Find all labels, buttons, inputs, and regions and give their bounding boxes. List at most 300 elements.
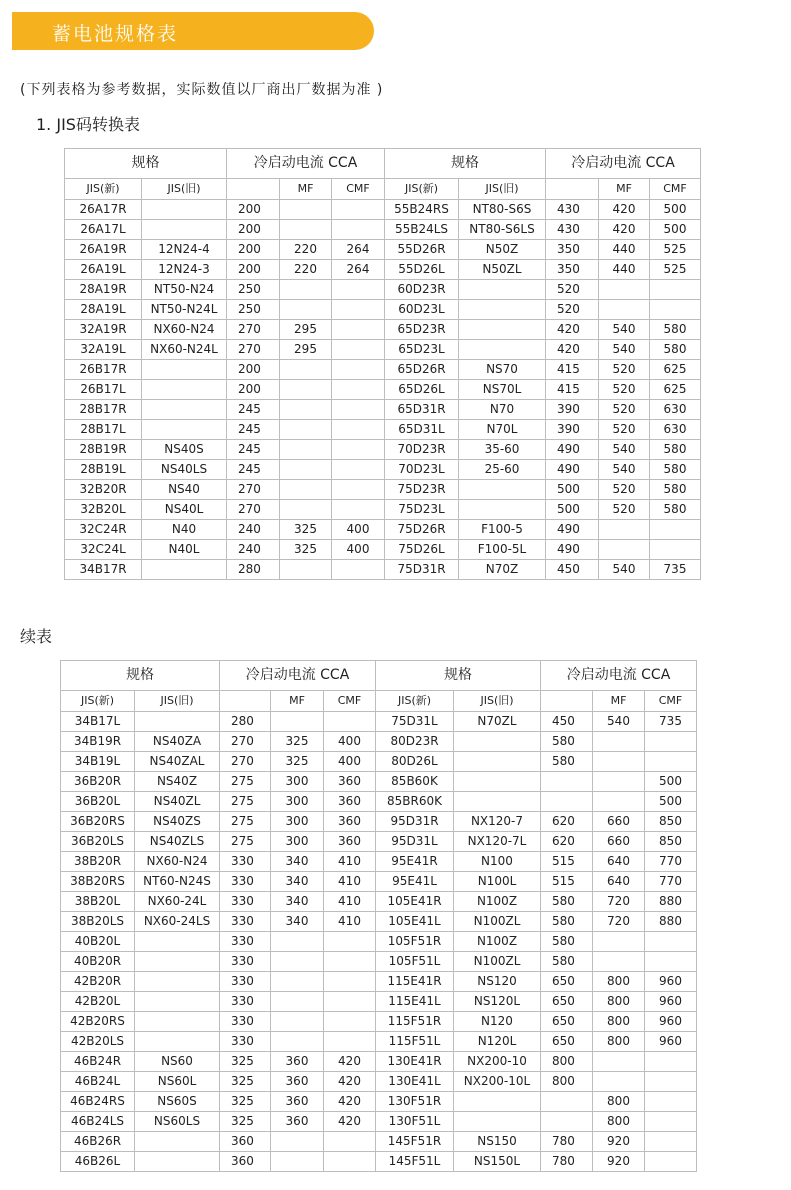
jis-new-cell: 46B24R	[61, 1052, 135, 1072]
mf-cell: 800	[593, 1092, 645, 1112]
jis-old-cell	[135, 1152, 220, 1172]
table-row	[61, 1072, 697, 1092]
jis-old-cell: N40L	[142, 540, 227, 560]
mf-cell	[593, 792, 645, 812]
jis-old-cell: NS150	[454, 1132, 541, 1152]
table-row	[65, 280, 701, 300]
jis-old-cell	[135, 1132, 220, 1152]
mf-cell: 540	[599, 560, 650, 580]
jis-new-cell: 28A19L	[65, 300, 142, 320]
jis-old-cell	[142, 380, 227, 400]
jis-old-cell: F100-5L	[459, 540, 546, 560]
jis-old-cell	[135, 932, 220, 952]
jis-continued-table	[60, 660, 697, 1172]
jis-old-cell: NX60-24L	[135, 892, 220, 912]
cca-cell: 580	[541, 912, 593, 932]
cmf-cell	[332, 200, 385, 220]
disclaimer-note: (下列表格为参考数据，实际数值以厂商出厂数据为准 )	[20, 82, 384, 98]
header-jis-old: JIS(旧)	[135, 691, 220, 712]
table-row	[61, 752, 697, 772]
jis-new-cell: 46B24RS	[61, 1092, 135, 1112]
cca-cell: 490	[546, 520, 599, 540]
jis-old-cell	[142, 360, 227, 380]
mf-cell	[271, 952, 324, 972]
cca-cell: 245	[227, 400, 280, 420]
jis-new-cell: 38B20L	[61, 892, 135, 912]
mf-cell: 800	[593, 1112, 645, 1132]
cca-cell: 490	[546, 440, 599, 460]
cmf-cell: 500	[645, 772, 697, 792]
table-row	[61, 972, 697, 992]
cmf-cell	[332, 480, 385, 500]
table-row	[61, 812, 697, 832]
mf-cell: 340	[271, 892, 324, 912]
jis-new-cell: 65D23R	[385, 320, 459, 340]
jis-new-cell: 65D23L	[385, 340, 459, 360]
jis-old-cell: NX60-N24L	[142, 340, 227, 360]
cca-cell: 275	[220, 812, 271, 832]
table-row	[65, 300, 701, 320]
cmf-cell: 400	[324, 752, 376, 772]
jis-old-cell: NS120L	[454, 992, 541, 1012]
jis-new-cell: 65D26R	[385, 360, 459, 380]
header-cmf: CMF	[645, 691, 697, 712]
cca-cell: 200	[227, 360, 280, 380]
mf-cell	[271, 1132, 324, 1152]
cmf-cell: 960	[645, 1032, 697, 1052]
table-row	[61, 832, 697, 852]
mf-cell: 360	[271, 1052, 324, 1072]
mf-cell: 800	[593, 972, 645, 992]
mf-cell: 340	[271, 912, 324, 932]
cmf-cell	[324, 1132, 376, 1152]
cmf-cell	[645, 1132, 697, 1152]
cmf-cell: 580	[650, 460, 701, 480]
jis-old-cell	[459, 340, 546, 360]
cca-cell: 430	[546, 220, 599, 240]
mf-cell: 720	[593, 912, 645, 932]
jis-new-cell: 130E41L	[376, 1072, 454, 1092]
cmf-cell: 400	[324, 732, 376, 752]
table-row	[65, 440, 701, 460]
cca-cell	[541, 1112, 593, 1132]
jis-old-cell: NX60-N24	[135, 852, 220, 872]
cmf-cell: 960	[645, 972, 697, 992]
jis-old-cell: NT60-N24S	[135, 872, 220, 892]
subheader-row	[65, 179, 701, 200]
mf-cell	[280, 560, 332, 580]
jis-old-cell: NS40ZLS	[135, 832, 220, 852]
jis-new-cell: 80D23R	[376, 732, 454, 752]
jis-old-cell: NS70L	[459, 380, 546, 400]
jis-new-cell: 38B20R	[61, 852, 135, 872]
mf-cell	[280, 380, 332, 400]
cca-cell: 390	[546, 420, 599, 440]
cca-cell	[541, 792, 593, 812]
jis-new-cell: 32A19L	[65, 340, 142, 360]
cmf-cell: 580	[650, 440, 701, 460]
mf-cell	[280, 420, 332, 440]
jis-new-cell: 70D23R	[385, 440, 459, 460]
jis-old-cell: N100ZL	[454, 952, 541, 972]
jis-old-cell: NS40ZS	[135, 812, 220, 832]
table-row	[61, 1032, 697, 1052]
jis-old-cell: N120	[454, 1012, 541, 1032]
jis-old-cell: N100Z	[454, 892, 541, 912]
table-row	[65, 420, 701, 440]
cmf-cell: 525	[650, 240, 701, 260]
mf-cell: 440	[599, 240, 650, 260]
jis-old-cell: N70ZL	[454, 712, 541, 732]
mf-cell: 720	[593, 892, 645, 912]
jis-new-cell: 28B19L	[65, 460, 142, 480]
cmf-cell	[324, 952, 376, 972]
header-row	[61, 661, 697, 691]
mf-cell: 325	[271, 732, 324, 752]
table-row	[65, 500, 701, 520]
table-row	[65, 400, 701, 420]
cmf-cell: 500	[650, 220, 701, 240]
jis-old-cell: 35-60	[459, 440, 546, 460]
header-cmf: CMF	[650, 179, 701, 200]
cca-cell: 280	[220, 712, 271, 732]
table-row	[65, 200, 701, 220]
jis-new-cell: 32C24R	[65, 520, 142, 540]
table-row	[65, 340, 701, 360]
jis-new-cell: 32C24L	[65, 540, 142, 560]
jis-old-cell: N70Z	[459, 560, 546, 580]
jis-new-cell: 145F51L	[376, 1152, 454, 1172]
cmf-cell: 500	[650, 200, 701, 220]
jis-new-cell: 105E41R	[376, 892, 454, 912]
jis-old-cell: NS60L	[135, 1072, 220, 1092]
mf-cell: 220	[280, 260, 332, 280]
cca-cell: 270	[227, 480, 280, 500]
jis-new-cell: 46B24L	[61, 1072, 135, 1092]
header-jis-new: JIS(新)	[385, 179, 459, 200]
jis-old-cell: N70	[459, 400, 546, 420]
jis-old-cell: NX200-10	[454, 1052, 541, 1072]
cca-cell: 330	[220, 952, 271, 972]
cca-cell: 330	[220, 872, 271, 892]
mf-cell: 660	[593, 812, 645, 832]
cca-cell: 270	[227, 320, 280, 340]
mf-cell	[280, 400, 332, 420]
cmf-cell	[332, 320, 385, 340]
jis-new-cell: 60D23L	[385, 300, 459, 320]
jis-new-cell: 85B60K	[376, 772, 454, 792]
cca-cell: 450	[541, 712, 593, 732]
table-row	[65, 220, 701, 240]
jis-old-cell: N100L	[454, 872, 541, 892]
jis-new-cell: 38B20RS	[61, 872, 135, 892]
cmf-cell	[650, 520, 701, 540]
jis-new-cell: 60D23R	[385, 280, 459, 300]
mf-cell	[271, 992, 324, 1012]
mf-cell	[593, 752, 645, 772]
header-blank	[546, 179, 599, 200]
jis-old-cell: NX60-N24	[142, 320, 227, 340]
jis-new-cell: 26A17R	[65, 200, 142, 220]
table-body	[61, 661, 697, 1172]
cca-cell: 330	[220, 912, 271, 932]
cmf-cell	[332, 380, 385, 400]
mf-cell: 520	[599, 420, 650, 440]
mf-cell: 540	[599, 460, 650, 480]
jis-old-cell	[454, 1112, 541, 1132]
cca-cell: 580	[541, 932, 593, 952]
cca-cell: 490	[546, 540, 599, 560]
jis-old-cell	[142, 200, 227, 220]
cmf-cell: 420	[324, 1092, 376, 1112]
cmf-cell	[332, 360, 385, 380]
jis-new-cell: 26A17L	[65, 220, 142, 240]
jis-old-cell: N100ZL	[454, 912, 541, 932]
table-row	[65, 520, 701, 540]
mf-cell	[271, 972, 324, 992]
cmf-cell	[645, 732, 697, 752]
cmf-cell	[645, 1092, 697, 1112]
header-jis-new: JIS(新)	[376, 691, 454, 712]
mf-cell: 295	[280, 340, 332, 360]
jis-new-cell: 75D23R	[385, 480, 459, 500]
cmf-cell	[332, 300, 385, 320]
jis-new-cell: 40B20R	[61, 952, 135, 972]
jis-new-cell: 40B20L	[61, 932, 135, 952]
jis-new-cell: 95D31L	[376, 832, 454, 852]
cmf-cell	[332, 460, 385, 480]
jis-old-cell: NS60	[135, 1052, 220, 1072]
table-row	[61, 912, 697, 932]
jis-old-cell: NX120-7	[454, 812, 541, 832]
jis-new-cell: 115F51R	[376, 1012, 454, 1032]
mf-cell	[271, 1032, 324, 1052]
mf-cell	[593, 1052, 645, 1072]
jis-new-cell: 34B17R	[65, 560, 142, 580]
table-row	[61, 932, 697, 952]
mf-cell: 295	[280, 320, 332, 340]
jis-new-cell: 75D31R	[385, 560, 459, 580]
cmf-cell: 264	[332, 240, 385, 260]
cmf-cell	[332, 400, 385, 420]
jis-new-cell: 105F51R	[376, 932, 454, 952]
jis-new-cell: 70D23L	[385, 460, 459, 480]
table-row	[61, 732, 697, 752]
mf-cell	[599, 300, 650, 320]
cmf-cell	[645, 1152, 697, 1172]
cmf-cell: 625	[650, 360, 701, 380]
mf-cell: 520	[599, 480, 650, 500]
cca-cell: 415	[546, 380, 599, 400]
jis-old-cell: NT80-S6LS	[459, 220, 546, 240]
cca-cell: 245	[227, 460, 280, 480]
cca-cell: 245	[227, 440, 280, 460]
jis-old-cell	[459, 500, 546, 520]
jis-new-cell: 32B20R	[65, 480, 142, 500]
mf-cell: 220	[280, 240, 332, 260]
cmf-cell: 960	[645, 992, 697, 1012]
jis-old-cell	[459, 280, 546, 300]
table-row	[61, 852, 697, 872]
cmf-cell	[650, 280, 701, 300]
mf-cell	[280, 280, 332, 300]
cmf-cell	[324, 992, 376, 1012]
jis-new-cell: 36B20RS	[61, 812, 135, 832]
cmf-cell: 420	[324, 1112, 376, 1132]
jis-old-cell: NS120	[454, 972, 541, 992]
header-mf: MF	[271, 691, 324, 712]
cca-cell: 275	[220, 772, 271, 792]
table-row	[61, 1132, 697, 1152]
header-mf: MF	[599, 179, 650, 200]
jis-old-cell: NS40ZL	[135, 792, 220, 812]
jis-new-cell: 26B17R	[65, 360, 142, 380]
header-spec: 规格	[65, 149, 227, 179]
cca-cell: 360	[220, 1152, 271, 1172]
cmf-cell: 360	[324, 792, 376, 812]
cmf-cell: 580	[650, 340, 701, 360]
mf-cell: 520	[599, 400, 650, 420]
cmf-cell	[332, 560, 385, 580]
jis-old-cell: 12N24-3	[142, 260, 227, 280]
cmf-cell: 735	[650, 560, 701, 580]
cmf-cell: 735	[645, 712, 697, 732]
cca-cell: 240	[227, 540, 280, 560]
cmf-cell: 525	[650, 260, 701, 280]
jis-new-cell: 145F51R	[376, 1132, 454, 1152]
jis-new-cell: 75D23L	[385, 500, 459, 520]
mf-cell	[271, 1012, 324, 1032]
jis-old-cell: NS40	[142, 480, 227, 500]
cca-cell: 780	[541, 1152, 593, 1172]
cca-cell: 650	[541, 1012, 593, 1032]
jis-new-cell: 65D31R	[385, 400, 459, 420]
jis-new-cell: 42B20L	[61, 992, 135, 1012]
cca-cell: 250	[227, 300, 280, 320]
jis-new-cell: 95E41R	[376, 852, 454, 872]
header-mf: MF	[280, 179, 332, 200]
header-cca: 冷启动电流 CCA	[546, 149, 701, 179]
jis-new-cell: 65D26L	[385, 380, 459, 400]
header-jis-old: JIS(旧)	[454, 691, 541, 712]
cca-cell: 200	[227, 380, 280, 400]
cmf-cell	[332, 340, 385, 360]
jis-old-cell	[135, 992, 220, 1012]
jis-old-cell: 25-60	[459, 460, 546, 480]
jis-old-cell: NS60S	[135, 1092, 220, 1112]
mf-cell: 300	[271, 792, 324, 812]
jis-new-cell: 34B19L	[61, 752, 135, 772]
mf-cell: 360	[271, 1092, 324, 1112]
cca-cell: 500	[546, 480, 599, 500]
cca-cell: 515	[541, 852, 593, 872]
jis-new-cell: 26A19L	[65, 260, 142, 280]
cmf-cell: 410	[324, 912, 376, 932]
jis-new-cell: 55B24RS	[385, 200, 459, 220]
section-title-jis: 1. JIS码转换表	[36, 115, 140, 134]
mf-cell: 300	[271, 832, 324, 852]
cca-cell	[541, 1092, 593, 1112]
cmf-cell	[332, 220, 385, 240]
cmf-cell	[324, 932, 376, 952]
jis-old-cell: N120L	[454, 1032, 541, 1052]
header-jis-new: JIS(新)	[65, 179, 142, 200]
jis-new-cell: 46B26R	[61, 1132, 135, 1152]
jis-new-cell: 28B19R	[65, 440, 142, 460]
cmf-cell: 400	[332, 520, 385, 540]
jis-old-cell: N50Z	[459, 240, 546, 260]
jis-old-cell	[459, 480, 546, 500]
table-row	[61, 1012, 697, 1032]
cca-cell: 580	[541, 732, 593, 752]
jis-new-cell: 46B26L	[61, 1152, 135, 1172]
jis-old-cell	[142, 220, 227, 240]
jis-new-cell: 34B17L	[61, 712, 135, 732]
jis-old-cell: NS40LS	[142, 460, 227, 480]
mf-cell	[271, 1152, 324, 1172]
mf-cell: 920	[593, 1152, 645, 1172]
cmf-cell	[650, 540, 701, 560]
table-row	[65, 560, 701, 580]
cmf-cell	[645, 952, 697, 972]
header-spec: 规格	[376, 661, 541, 691]
jis-old-cell	[454, 1092, 541, 1112]
jis-new-cell: 95D31R	[376, 812, 454, 832]
cca-cell: 330	[220, 892, 271, 912]
jis-old-cell	[135, 952, 220, 972]
cca-cell: 650	[541, 972, 593, 992]
header-blank	[220, 691, 271, 712]
jis-old-cell	[454, 752, 541, 772]
cmf-cell: 410	[324, 872, 376, 892]
jis-old-cell	[142, 420, 227, 440]
jis-new-cell: 95E41L	[376, 872, 454, 892]
table-row	[61, 1052, 697, 1072]
mf-cell: 800	[593, 1012, 645, 1032]
cmf-cell	[324, 1012, 376, 1032]
mf-cell	[271, 932, 324, 952]
jis-old-cell	[135, 1012, 220, 1032]
jis-new-cell: 115F51L	[376, 1032, 454, 1052]
mf-cell	[593, 932, 645, 952]
cmf-cell: 630	[650, 400, 701, 420]
header-blank	[227, 179, 280, 200]
jis-old-cell: NT50-N24L	[142, 300, 227, 320]
cmf-cell	[645, 1052, 697, 1072]
mf-cell: 325	[280, 540, 332, 560]
cca-cell	[541, 772, 593, 792]
cca-cell: 275	[220, 792, 271, 812]
cmf-cell: 360	[324, 772, 376, 792]
jis-new-cell: 65D31L	[385, 420, 459, 440]
jis-new-cell: 34B19R	[61, 732, 135, 752]
mf-cell: 540	[599, 440, 650, 460]
jis-new-cell: 115E41L	[376, 992, 454, 1012]
cca-cell: 200	[227, 200, 280, 220]
mf-cell	[280, 360, 332, 380]
subheader-row	[61, 691, 697, 712]
table-row	[65, 460, 701, 480]
jis-old-cell	[454, 732, 541, 752]
jis-old-cell: F100-5	[459, 520, 546, 540]
jis-old-cell	[142, 400, 227, 420]
cmf-cell: 410	[324, 892, 376, 912]
table-body	[65, 149, 701, 580]
cca-cell: 200	[227, 220, 280, 240]
mf-cell: 920	[593, 1132, 645, 1152]
cca-cell: 650	[541, 992, 593, 1012]
mf-cell: 360	[271, 1112, 324, 1132]
